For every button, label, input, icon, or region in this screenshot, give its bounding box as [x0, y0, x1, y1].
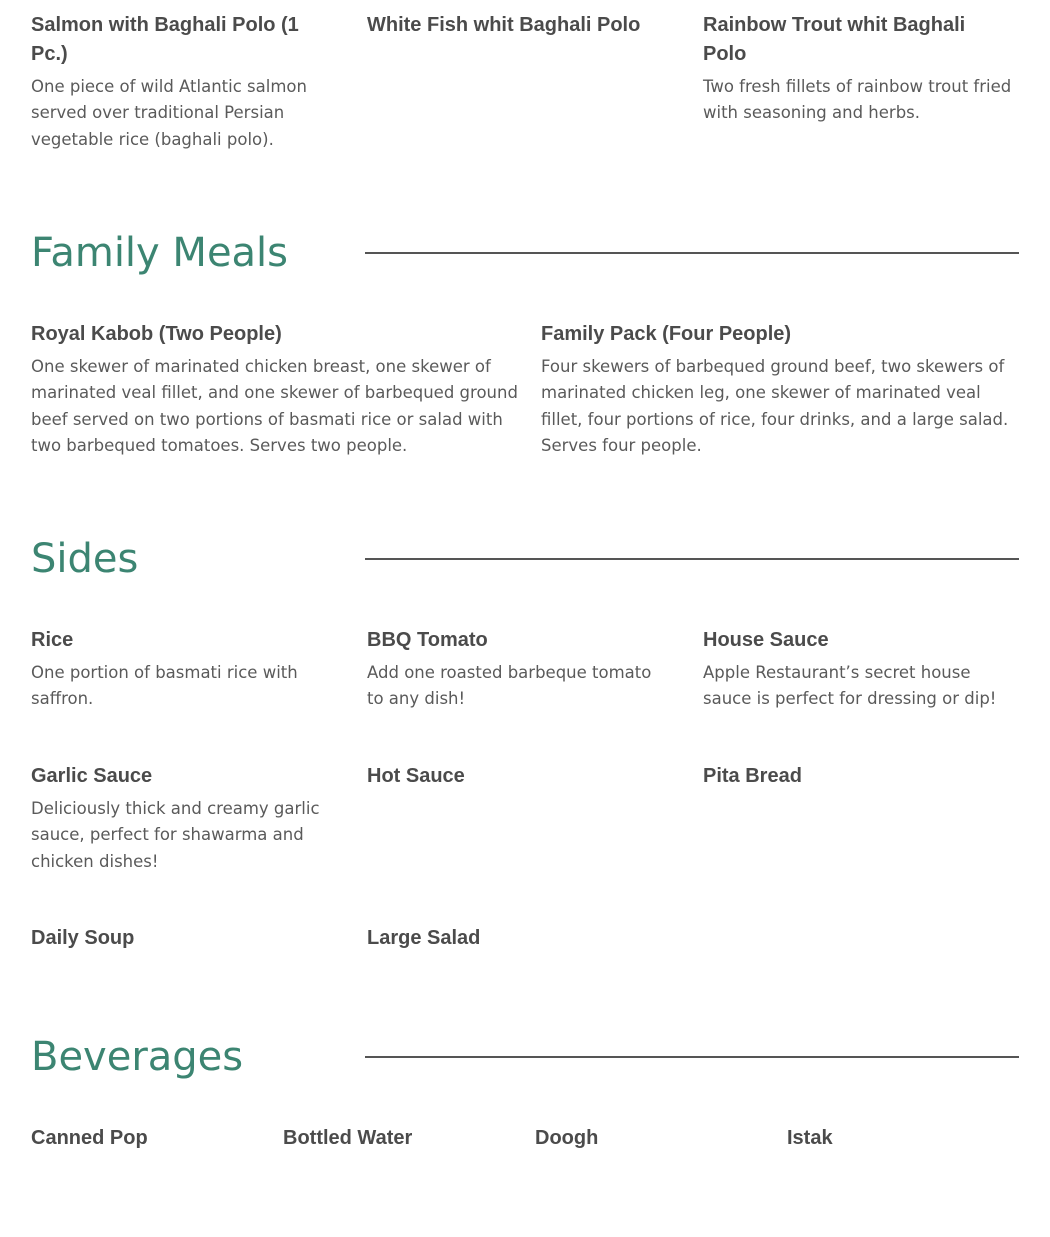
menu-item-pita-bread: [703, 762, 1013, 791]
menu-item-description: Two fresh fillets of rainbow trout fried with seasoning and herbs.: [703, 77, 1012, 123]
menu-item-name: Daily Soup: [31, 927, 135, 949]
menu-item-name: Salmon with Baghali Polo (1 Pc.): [31, 14, 299, 65]
menu-item-description: One skewer of marinated chicken breast, one skewer of marinated veal fillet, and one skewer of barbequed ground beef served on two portions of basmati rice or salad with two barbequed tomatoes. Serves two people.: [31, 357, 518, 455]
menu-item-name: Canned Pop: [31, 1127, 148, 1149]
menu-item-name: Large Salad: [367, 927, 481, 949]
menu-item-hot-sauce: [367, 762, 667, 791]
menu-item-description: Deliciously thick and creamy garlic sauce, perfect for shawarma and chicken dishes!: [31, 799, 320, 871]
menu-item-white-fish-baghali-polo: [367, 11, 667, 40]
section-header-sides: [31, 533, 1019, 593]
menu-item-description: Apple Restaurant’s secret house sauce is perfect for dressing or dip!: [703, 663, 997, 709]
menu-item-description: One piece of wild Atlantic salmon served over traditional Persian vegetable rice (baghali polo).: [31, 77, 307, 149]
section-divider: [365, 558, 1019, 560]
section-divider: [365, 252, 1019, 254]
menu-item-daily-soup: [31, 924, 331, 953]
menu-item-name: Family Pack (Four People): [541, 323, 792, 345]
menu-item-house-sauce: [703, 626, 1013, 713]
menu-item-salmon-baghali-polo: [31, 11, 331, 153]
menu-item-rainbow-trout-baghali-polo: [703, 11, 1013, 127]
menu-item-description: Add one roasted barbeque tomato to any dish!: [367, 663, 652, 709]
menu-item-description: Four skewers of barbequed ground beef, two skewers of marinated chicken leg, one skewer of marinated veal fillet, four portions of rice, four drinks, and a large salad. Serves four people.: [541, 357, 1009, 455]
menu-item-name: Bottled Water: [283, 1127, 413, 1149]
menu-item-family-pack: [541, 320, 1021, 459]
menu-item-description: One portion of basmati rice with saffron.: [31, 663, 298, 709]
menu-item-name: House Sauce: [703, 629, 829, 651]
menu-item-garlic-sauce: [31, 762, 331, 875]
section-header-family-meals: [31, 227, 1019, 287]
menu-item-name: Rainbow Trout whit Baghali Polo: [703, 14, 966, 65]
menu-item-name: Royal Kabob (Two People): [31, 323, 282, 345]
section-header-beverages: [31, 1031, 1019, 1091]
menu-item-royal-kabob: [31, 320, 521, 459]
menu-item-name: Hot Sauce: [367, 765, 465, 787]
menu-item-bbq-tomato: [367, 626, 667, 713]
section-divider: [365, 1056, 1019, 1058]
menu-item-large-salad: [367, 924, 667, 953]
section-title: Sides: [31, 536, 139, 582]
menu-item-name: Pita Bread: [703, 765, 802, 787]
section-title: Beverages: [31, 1034, 244, 1080]
menu-item-canned-pop: [31, 1124, 261, 1153]
menu-item-name: Rice: [31, 629, 74, 651]
menu-item-name: Doogh: [535, 1127, 599, 1149]
menu-item-name: Garlic Sauce: [31, 765, 153, 787]
menu-item-bottled-water: [283, 1124, 513, 1153]
section-title: Family Meals: [31, 230, 289, 276]
menu-item-name: White Fish whit Baghali Polo: [367, 14, 641, 36]
menu-item-doogh: [535, 1124, 765, 1153]
menu-item-name: Istak: [787, 1127, 833, 1149]
menu-item-rice: [31, 626, 331, 713]
menu-item-istak: [787, 1124, 1017, 1153]
menu-item-name: BBQ Tomato: [367, 629, 488, 651]
